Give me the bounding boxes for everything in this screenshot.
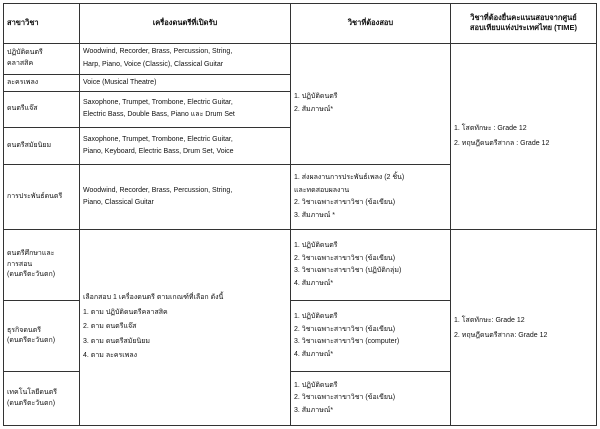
major-text: (ดนตรีตะวันตก) [7, 271, 56, 279]
instruments-cell [80, 165, 291, 230]
major-text: เทคโนโลยีดนตรี [7, 389, 58, 397]
major-cell [4, 301, 80, 372]
pick-item: 1. ตาม ปฏิบัติดนตรีคลาสสิค [83, 308, 168, 316]
exam-item: 2. วิชาเฉพาะสาขาวิชา (ข้อเขียน) [294, 394, 396, 402]
exam-item: 2. สัมภาษณ์* [294, 105, 334, 113]
major-cell [4, 127, 80, 165]
instruments-cell [80, 43, 291, 74]
exam-item: 1. ส่งผลงานการประพันธ์เพลง (2 ชิ้น) [294, 174, 405, 182]
major-cell [4, 165, 80, 230]
major-text: คลาสสิค [7, 59, 34, 67]
major-text: ดนตรีศึกษาและ [7, 250, 55, 258]
major-text: การสอน [7, 260, 33, 268]
exam-item: 3. วิชาเฉพาะสาขาวิชา (ปฏิบัติกลุ่ม) [294, 267, 402, 275]
instruments-cell [80, 92, 291, 128]
time-item: 2. ทฤษฎีดนตรีสากล: Grade 12 [454, 331, 548, 339]
header-exams: วิชาที่ต้องสอบ [291, 4, 451, 44]
exam-item: 1. ปฏิบัติดนตรี [294, 313, 338, 321]
instruments-cell [80, 127, 291, 165]
exam-item: 3. วิชาเฉพาะสาขาวิชา (computer) [294, 338, 400, 346]
exam-cell [291, 301, 451, 372]
exam-item: 3. สัมภาษณ์* [294, 406, 334, 414]
time-item: 1. โสตทักษะ: Grade 12 [454, 316, 525, 324]
instruments-cell [80, 75, 291, 92]
exam-cell [291, 230, 451, 301]
exam-item: 3. สัมภาษณ์ * [294, 211, 335, 219]
time-item: 1. โสตทักษะ : Grade 12 [454, 125, 527, 133]
header-time-line-2: สอบเทียบแห่งประเทศไทย (TIME) [469, 23, 578, 33]
exam-item: 4. สัมภาษณ์* [294, 350, 334, 358]
time-cell [451, 230, 597, 426]
exam-item: 1. ปฏิบัติดนตรี [294, 93, 338, 101]
major-text: ดนตรีสมัยนิยม [7, 141, 52, 149]
major-text: ปฏิบัติดนตรี [7, 49, 43, 57]
exam-item: และทดสอบผลงาน [294, 186, 350, 194]
pick-item: 4. ตาม ละครเพลง [83, 352, 138, 360]
table-row [4, 230, 597, 301]
exam-cell [291, 372, 451, 426]
instruments-text: Electric Bass, Double Bass, Piano และ Drum Set [83, 111, 235, 119]
pick-intro: เลือกสอบ 1 เครื่องดนตรี ตามเกณฑ์ที่เลือก ดังนี้ [83, 294, 224, 302]
instruments-text: Saxophone, Trumpet, Trombone, Electric Guitar, [83, 135, 233, 143]
time-item: 2. ทฤษฎีดนตรีสากล : Grade 12 [454, 140, 550, 148]
admission-requirements-table [3, 3, 597, 426]
major-text: ละครเพลง [7, 78, 39, 86]
major-text: ธุรกิจดนตรี [7, 326, 42, 334]
table-row [4, 43, 597, 74]
instruments-text: Woodwind, Recorder, Brass, Percussion, String, [83, 48, 233, 56]
major-text: ดนตรีแจ๊ส [7, 105, 38, 113]
instruments-text: Voice (Musical Theatre) [83, 78, 157, 86]
exam-item: 4. สัมภาษณ์* [294, 279, 334, 287]
major-text: การประพันธ์ดนตรี [7, 192, 63, 200]
instruments-text: Piano, Classical Guitar [83, 199, 154, 207]
major-cell [4, 75, 80, 92]
instruments-text: Woodwind, Recorder, Brass, Percussion, String, [83, 186, 233, 194]
header-instruments: เครื่องดนตรีที่เปิดรับ [80, 4, 291, 44]
major-text: (ดนตรีตะวันตก) [7, 399, 56, 407]
time-cell [451, 43, 597, 230]
exam-item: 2. วิชาเฉพาะสาขาวิชา (ข้อเขียน) [294, 254, 396, 262]
header-major: สาขาวิชา [4, 4, 80, 44]
major-cell [4, 92, 80, 128]
exam-cell [291, 165, 451, 230]
exam-item: 2. วิชาเฉพาะสาขาวิชา (ข้อเขียน) [294, 199, 396, 207]
major-cell [4, 43, 80, 74]
header-row [4, 4, 597, 44]
exam-cell [291, 43, 451, 165]
instruments-text: Piano, Keyboard, Electric Bass, Drum Set, Voice [83, 148, 234, 155]
instruments-text: Saxophone, Trumpet, Trombone, Electric Guitar, [83, 98, 233, 106]
pick-item: 2. ตาม ดนตรีแจ๊ส [83, 323, 137, 331]
pick-item: 3. ตาม ดนตรีสมัยนิยม [83, 337, 150, 345]
exam-item: 1. ปฏิบัติดนตรี [294, 242, 338, 250]
instruments-text: Harp, Piano, Voice (Classic), Classical Guitar [83, 60, 224, 68]
exam-item: 1. ปฏิบัติดนตรี [294, 381, 338, 389]
instrument-pick-cell [80, 230, 291, 426]
header-time-line-1: วิชาที่ต้องยื่นคะแนนสอบจากศูนย์ [470, 12, 577, 22]
major-text: (ดนตรีตะวันตก) [7, 337, 56, 345]
exam-item: 2. วิชาเฉพาะสาขาวิชา (ข้อเขียน) [294, 325, 396, 333]
admission-table-wrapper [3, 3, 596, 426]
major-cell [4, 372, 80, 426]
major-cell [4, 230, 80, 301]
header-time [451, 4, 597, 44]
